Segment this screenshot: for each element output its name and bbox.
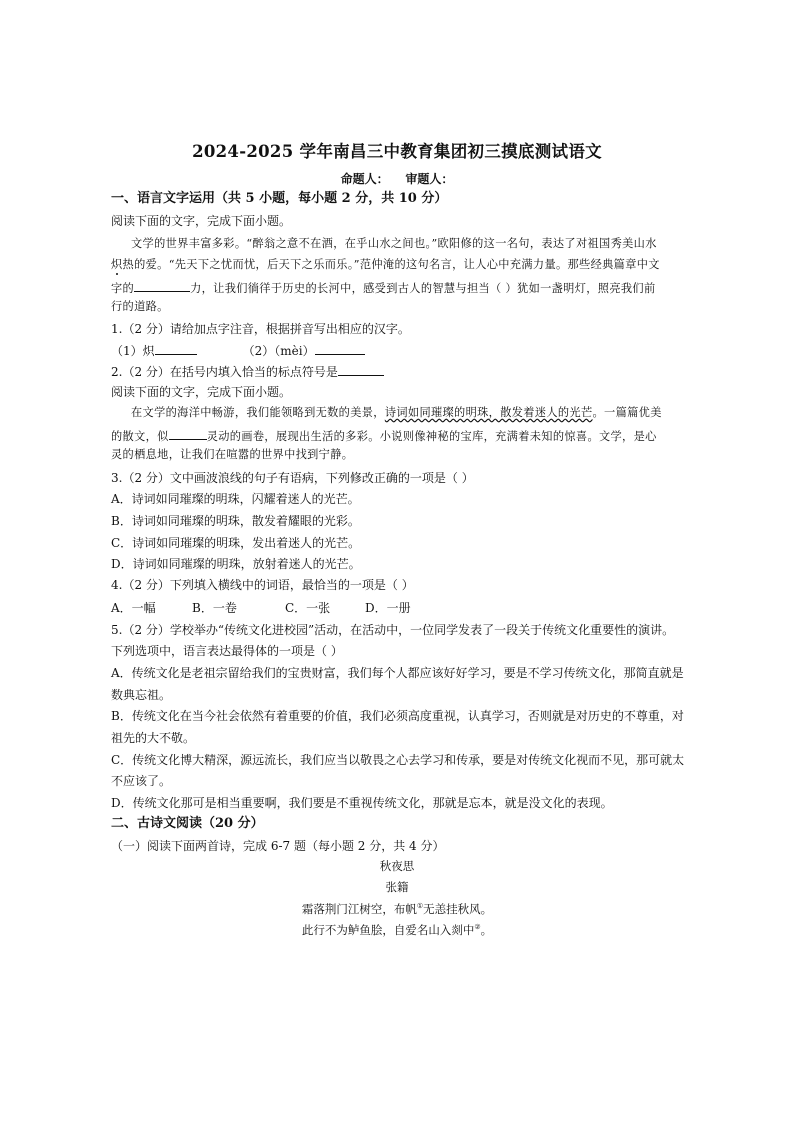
q3-option-c[interactable]: C．诗词如同璀璨的明珠，发出着迷人的光芒。	[111, 536, 361, 550]
section-1-intro: 阅读下面的文字，完成下面小题。	[111, 214, 292, 228]
question-5-line-2: 下列选项中，语言表达最得体的一项是（ ）	[111, 644, 343, 658]
passage-2-line-3: 灵的栖息地，让我们在喧嚣的世界中找到宁静。	[111, 448, 354, 461]
wavy-underlined-sentence: 诗词如同璀璨的明珠，散发着迷人的光芒	[384, 406, 593, 419]
fill-blank-2[interactable]	[169, 428, 207, 440]
answer-blank-1[interactable]	[155, 343, 197, 355]
q5-option-a-line-1[interactable]: A．传统文化是老祖宗留给我们的宝贵财富，我们每个人都应该好好学习，要是不学习传统文化，那简直就是	[111, 666, 684, 680]
q5-option-b-line-1[interactable]: B．传统文化在当今社会依然有着重要的价值，我们必须高度重视，认真学习，否则就是对历史的不尊重，对	[111, 709, 684, 723]
question-2: 2.（2 分）在括号内填入恰当的标点符号是	[111, 364, 384, 378]
footnote-marker-1: ①	[416, 902, 424, 910]
q3-option-d[interactable]: D．诗词如同璀璨的明珠，放射着迷人的光芒。	[111, 557, 361, 571]
q5-option-a-line-2: 数典忘祖。	[111, 688, 172, 702]
q5-option-c-line-2: 不应该了。	[111, 774, 172, 788]
section-2-heading: 二、古诗文阅读（20 分）	[111, 816, 264, 831]
fill-blank[interactable]	[134, 280, 190, 292]
q5-option-b-line-2: 祖先的大不敬。	[111, 731, 196, 745]
q4-option-b[interactable]: B．一卷	[192, 601, 237, 615]
question-5-line-1: 5.（2 分）学校举办“传统文化进校园”活动，在活动中，一位同学发表了一段关于传统文化重要性的演讲。	[111, 623, 675, 637]
q5-option-c-line-1[interactable]: C．传统文化博大精深，源远流长，我们应当以敬畏之心去学习和传承，要是对传统文化视而不见，那可就太	[111, 753, 685, 767]
dotted-char: 炽	[111, 258, 123, 271]
reading-intro-2: 阅读下面的文字，完成下面小题。	[111, 385, 292, 399]
answer-blank-q2[interactable]	[338, 364, 384, 376]
q4-option-d[interactable]: D．一册	[365, 601, 411, 615]
poem-author: 张籍	[385, 880, 409, 894]
section-2-intro: （一）阅读下面两首诗，完成 6-7 题（每小题 2 分，共 4 分）	[111, 839, 445, 853]
footnote-marker-2: ②	[474, 923, 481, 931]
poem-title: 秋夜思	[379, 859, 415, 873]
q3-option-a[interactable]: A．诗词如同璀璨的明珠，闪耀着迷人的光芒。	[111, 492, 360, 506]
question-1-answers: （1）炽 （2）（mèi）	[111, 343, 365, 357]
passage-2-line-2: 的散文，似 灵动的画卷，展现出生活的多彩。小说则像神秘的宝库，充满着未知的惊喜。文学，是心	[111, 430, 657, 443]
question-3: 3.（2 分）文中画波浪线的句子有语病，下列修改正确的一项是（ ）	[111, 471, 474, 485]
q3-option-b[interactable]: B．诗词如同璀璨的明珠，散发着耀眼的光彩。	[111, 514, 360, 528]
q4-option-a[interactable]: A．一幅	[111, 601, 156, 615]
author-line: 命题人： 审题人：	[340, 172, 454, 186]
poem-line-2: 此行不为鲈鱼脍，自爱名山入剡中②。	[301, 922, 493, 937]
passage-1-line-3: 字的 力，让我们徜徉于历史的长河中，感受到古人的智慧与担当（ ）犹如一盏明灯，照亮我们前	[111, 282, 656, 295]
exam-title: 2024-2025 学年南昌三中教育集团初三摸底测试语文	[192, 142, 602, 161]
answer-blank-2[interactable]	[315, 343, 365, 355]
q4-option-c[interactable]: C．一张	[285, 601, 331, 615]
poem-line-1: 霜落荆门江树空，布帆①无恙挂秋风。	[301, 901, 493, 916]
passage-1-line-2: 炽热的爱。“先天下之忧而忧，后天下之乐而乐。”范仲淹的这句名言，让人心中充满力量。那些经典篇章中文	[111, 258, 660, 271]
question-1: 1.（2 分）请给加点字注音，根据拼音写出相应的汉字。	[111, 322, 410, 336]
passage-1-line-4: 行的道路。	[111, 300, 169, 313]
question-4: 4.（2 分）下列填入横线中的词语，最恰当的一项是（ ）	[111, 578, 414, 592]
passage-1-line-1: 文学的世界丰富多彩。“醉翁之意不在酒，在乎山水之间也。”欧阳修的这一名句，表达了对祖国秀美山水	[131, 237, 657, 250]
q5-option-d[interactable]: D．传统文化那可是相当重要啊，我们要是不重视传统文化，那就是忘本，就是没文化的表现。	[111, 796, 613, 810]
section-1-heading: 一、语言文字运用（共 5 小题，每小题 2 分，共 10 分）	[111, 191, 448, 206]
passage-2-line-1: 在文学的海洋中畅游，我们能领略到无数的美景，诗词如同璀璨的明珠，散发着迷人的光芒。一篇篇优美	[131, 406, 662, 419]
